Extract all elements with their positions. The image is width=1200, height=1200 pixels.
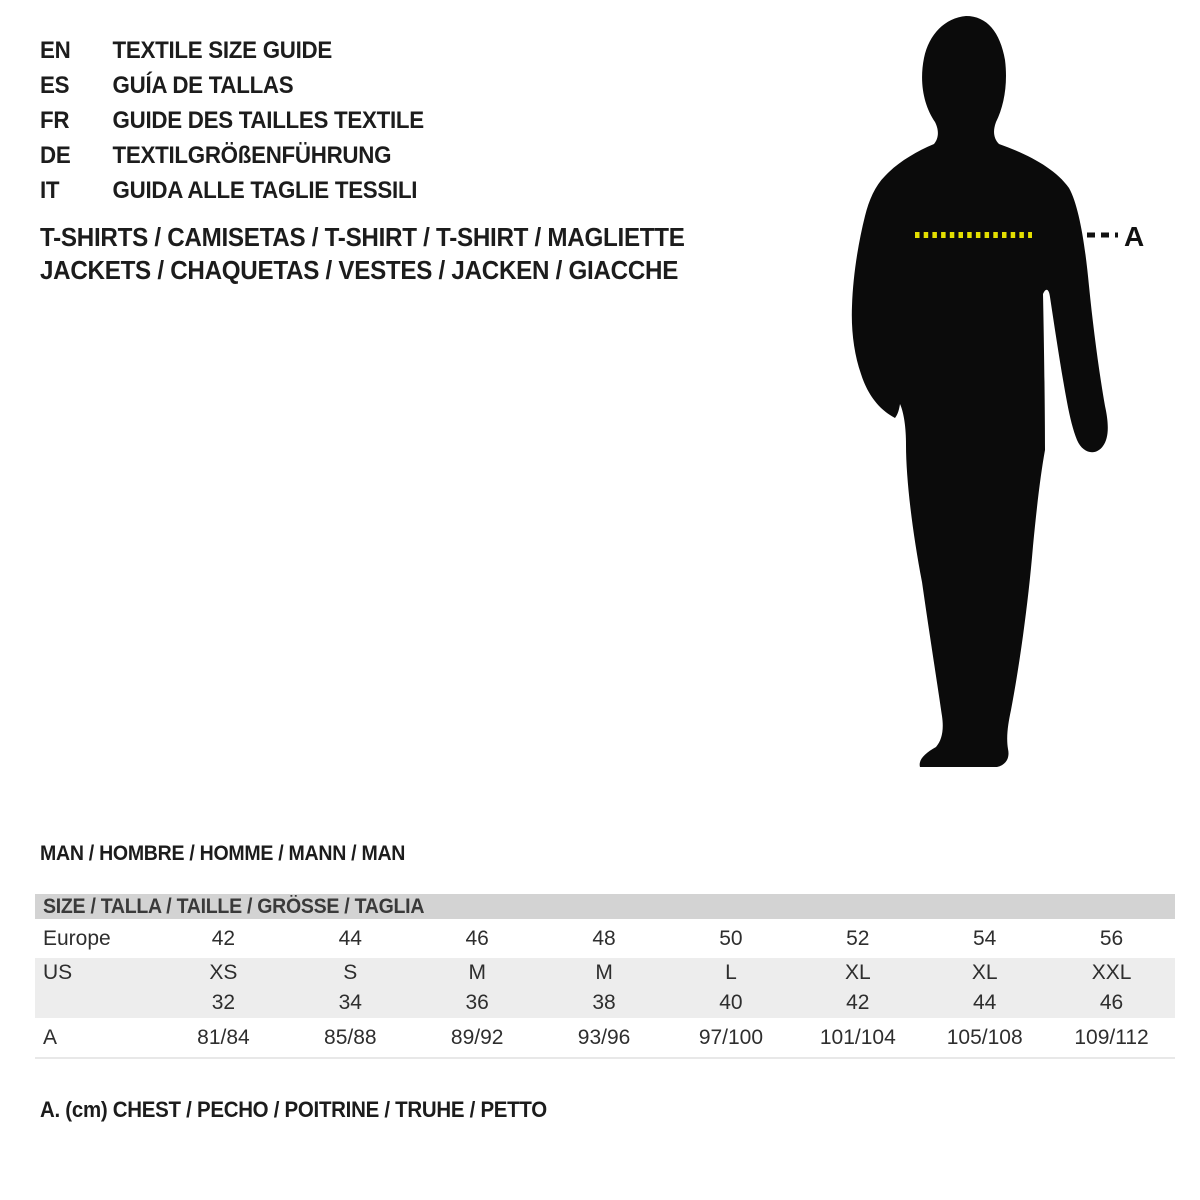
- size-cell: 56: [1099, 926, 1124, 950]
- category-line-jackets: JACKETS / CHAQUETAS / VESTES / JACKEN / GIACCHE: [40, 255, 679, 285]
- language-row-it: [40, 173, 424, 208]
- section-title-man: MAN / HOMBRE / HOMME / MANN / MAN: [40, 842, 406, 865]
- table-row-numeric: [35, 988, 1175, 1018]
- size-cell: 40: [719, 991, 743, 1014]
- row-label: A: [43, 1025, 58, 1049]
- size-table-header: [35, 894, 1175, 919]
- size-cell: 38: [592, 991, 616, 1014]
- size-cell: XL: [971, 961, 998, 984]
- chest-footnote: A. (cm) CHEST / PECHO / POITRINE / TRUHE / PETTO: [40, 1097, 547, 1122]
- row-label: Europe: [43, 926, 111, 950]
- language-title: TEXTILGRÖßENFÜHRUNG: [112, 141, 392, 169]
- size-cell: XXL: [1091, 961, 1132, 984]
- size-cell: 34: [338, 991, 362, 1014]
- language-title: GUIDA ALLE TAGLIE TESSILI: [112, 176, 418, 204]
- size-cell: 44: [973, 991, 997, 1014]
- man-silhouette-figure: [850, 10, 1150, 790]
- size-cell: 32: [211, 991, 236, 1014]
- size-cell: 97/100: [698, 1025, 764, 1049]
- table-row-europe: [35, 919, 1175, 958]
- language-row-de: [40, 138, 424, 173]
- size-cell: L: [725, 961, 737, 984]
- size-cell: S: [343, 961, 358, 984]
- language-code: FR: [40, 106, 70, 134]
- size-cell: M: [468, 961, 486, 984]
- language-list: [40, 33, 424, 208]
- language-row-en: [40, 33, 424, 68]
- table-row-us: [35, 958, 1175, 988]
- size-table-header-label: SIZE / TALLA / TAILLE / GRÖSSE / TAGLIA: [43, 894, 425, 918]
- size-cell: 105/108: [946, 1025, 1023, 1049]
- size-cell: 36: [465, 991, 489, 1014]
- size-cell: XS: [209, 961, 238, 984]
- size-cell: 46: [1099, 991, 1124, 1014]
- size-cell: 50: [719, 926, 743, 950]
- table-row-chest-a: [35, 1018, 1175, 1057]
- size-table: [35, 894, 1175, 1059]
- size-cell: 42: [846, 991, 870, 1014]
- marker-a-label: A: [1124, 221, 1145, 252]
- size-cell: 109/112: [1074, 1025, 1149, 1049]
- language-row-fr: [40, 103, 424, 138]
- size-cell: 89/92: [450, 1025, 504, 1049]
- man-silhouette-shape: [852, 16, 1108, 767]
- row-label: US: [43, 961, 73, 984]
- size-cell: 81/84: [197, 1025, 250, 1049]
- size-cell: XL: [844, 961, 871, 984]
- language-title: GUIDE DES TAILLES TEXTILE: [112, 106, 424, 134]
- size-cell: M: [595, 961, 613, 984]
- size-cell: 85/88: [324, 1025, 377, 1049]
- language-code: ES: [40, 71, 70, 99]
- language-title: TEXTILE SIZE GUIDE: [112, 36, 332, 64]
- language-code: EN: [40, 36, 71, 64]
- size-cell: 54: [973, 926, 997, 950]
- size-cell: 44: [338, 926, 362, 950]
- category-lines: [40, 221, 685, 287]
- size-cell: 93/96: [577, 1025, 631, 1049]
- size-cell: 52: [846, 926, 870, 950]
- language-code: DE: [40, 141, 71, 169]
- size-cell: 42: [211, 926, 236, 950]
- size-cell: 48: [592, 926, 616, 950]
- size-cell: 101/104: [819, 1025, 896, 1049]
- size-cell: 46: [465, 926, 489, 950]
- language-title: GUÍA DE TALLAS: [112, 71, 294, 99]
- language-row-es: [40, 68, 424, 103]
- language-code: IT: [40, 176, 60, 204]
- category-line-tshirts: T-SHIRTS / CAMISETAS / T-SHIRT / T-SHIRT / MAGLIETTE: [40, 222, 685, 252]
